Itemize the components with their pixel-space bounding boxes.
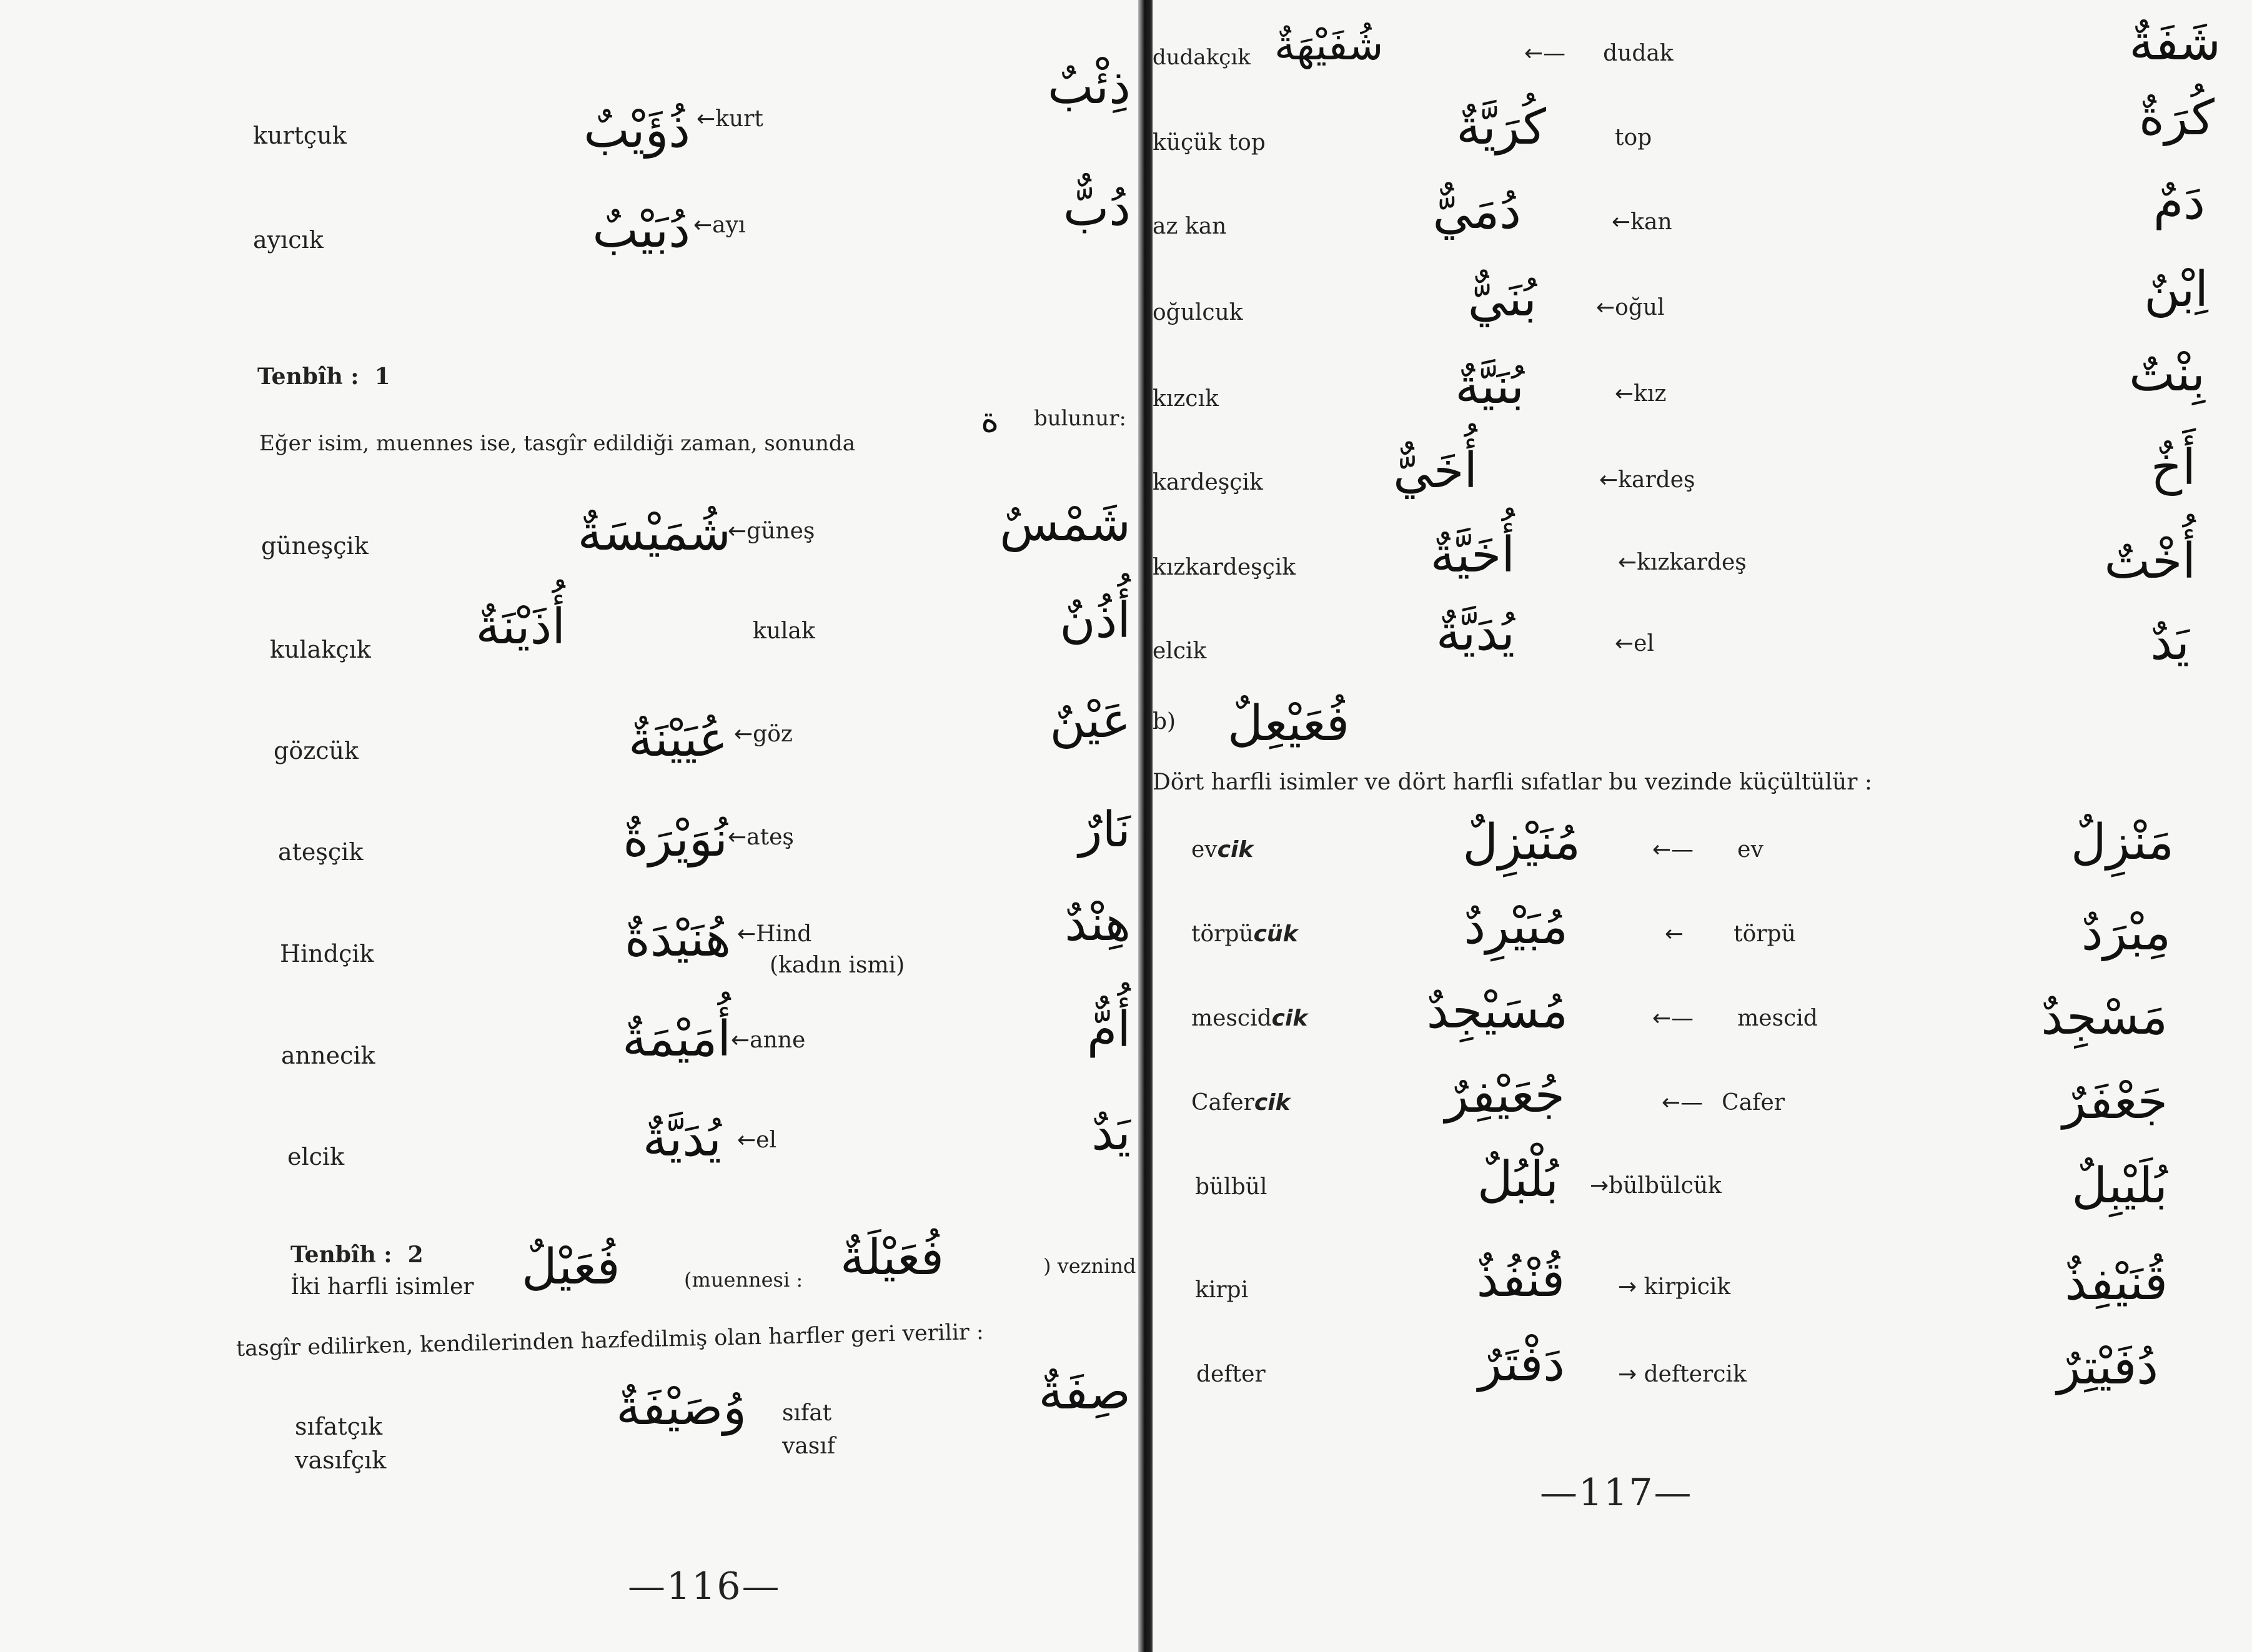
- gloss-with-arrow: ←el: [1615, 631, 1654, 656]
- turkish-diminutive: Hindçik: [280, 940, 374, 967]
- turkish-diminutive: kardeşçik: [1153, 470, 1263, 495]
- arabic-diminutive: مُبَيْرِدٌ: [1464, 899, 1568, 955]
- tenbih-2-line1: İki harfli isimler: [290, 1274, 474, 1300]
- arabic-source-word: صِفَةٌ: [1038, 1364, 1131, 1420]
- turkish-word: kirpi: [1195, 1277, 1249, 1303]
- arabic-source-word: اِبْنٌ: [2144, 262, 2208, 318]
- arabic-source-word: نَارٌ: [1078, 802, 1131, 858]
- arabic-diminutive: يُدَيَّةٌ: [642, 1111, 722, 1167]
- arabic-source-word: أُخْتٌ: [2104, 533, 2196, 590]
- ta-marbuta-suffix: ة: [981, 400, 1000, 440]
- gloss-with-arrow: → deftercik: [1618, 1362, 1747, 1387]
- arabic-diminutive: بُنَيَّةٌ: [1455, 359, 1524, 415]
- arabic-pattern-fuayil: فُعَيْعِلٌ: [1228, 696, 1350, 752]
- gloss-with-arrow: ←el: [737, 1127, 776, 1153]
- turkish-diminutive: sıfatçık: [295, 1413, 383, 1440]
- section-b-sentence: Dört harfli isimler ve dört harfli sıfatlar bu vezinde küçültülür :: [1153, 769, 1872, 795]
- gloss-with-arrow: ←ateş: [728, 824, 794, 850]
- gloss-with-arrow: ←— mescid: [1652, 1006, 1818, 1031]
- gloss-with-arrow: → kirpicik: [1618, 1274, 1731, 1300]
- arabic-source-word: كُرَةٌ: [2138, 90, 2215, 146]
- arabic-diminutive: شُمَيْسَةٌ: [577, 505, 731, 561]
- gloss-note: (kadın ismi): [770, 952, 905, 978]
- arabic-diminutive: أُذَيْنَةٌ: [475, 599, 565, 655]
- gloss-with-arrow: ←Hind: [737, 921, 812, 947]
- turkish-diminutive: elcik: [287, 1143, 345, 1170]
- turkish-diminutive: güneşçik: [261, 532, 369, 560]
- turkish-diminutive: kızcık: [1153, 386, 1219, 412]
- arabic-diminutive: نُوَيْرَةٌ: [623, 811, 728, 868]
- tenbih-2-heading: Tenbîh : 2: [290, 1242, 424, 1268]
- arabic-source-word: شَمْسٌ: [1000, 496, 1131, 552]
- gloss-with-arrow: ←anne: [731, 1027, 806, 1053]
- arabic-diminutive: أُخَيٌّ: [1393, 443, 1477, 499]
- turkish-diminutive-alt: vasıfçık: [295, 1447, 387, 1474]
- arabic-source-word: بِنْتٌ: [2129, 346, 2205, 402]
- arabic-source-word: مِبْرَدٌ: [2081, 905, 2171, 961]
- tenbih-2-line2: tasgîr edilirken, kendilerinden hazfedilmiş olan harfler geri verilir :: [236, 1319, 985, 1362]
- arabic-diminutive: يُدَيَّةٌ: [1436, 605, 1515, 661]
- turkish-diminutive: elcik: [1153, 638, 1207, 664]
- arabic-diminutive: جُعَيْفِرٌ: [1445, 1067, 1565, 1124]
- tenbih-2-mid: (muennesi :: [684, 1268, 803, 1292]
- turkish-diminutive: oğulcuk: [1153, 300, 1243, 325]
- arabic-diminutive: عُيَيْنَةٌ: [628, 711, 728, 768]
- turkish-diminutive: küçük top: [1153, 130, 1266, 156]
- arabic-pattern-feminine: فُعَيْلَةٌ: [840, 1230, 945, 1286]
- gloss-label: sıfat: [782, 1400, 832, 1426]
- arabic-source-word: أَخٌ: [2150, 440, 2196, 496]
- gloss-with-arrow: ←— Cafer: [1662, 1090, 1785, 1115]
- turkish-word: defter: [1196, 1362, 1266, 1387]
- turkish-word: bülbül: [1195, 1174, 1267, 1200]
- arabic-diminutive: بُنَيٌّ: [1467, 271, 1537, 327]
- gloss-with-arrow: ← törpü: [1665, 921, 1796, 947]
- gloss-label-alt: vasıf: [782, 1433, 836, 1459]
- arabic-diminutive: دُمَيٌّ: [1432, 184, 1521, 240]
- arabic-source-word: جَعْفَرٌ: [2062, 1074, 2168, 1130]
- arabic-diminutive: مُنَيْزِلٌ: [1462, 814, 1580, 871]
- gloss-with-arrow: ←oğul: [1596, 295, 1665, 320]
- gloss-with-arrow: ←kan: [1612, 209, 1672, 235]
- arabic-diminutive: قُنَيْفِذٌ: [2065, 1255, 2168, 1311]
- arabic-diminutive: مُسَيْجِدٌ: [1426, 983, 1568, 1039]
- turkish-diminutive: evcik: [1191, 837, 1254, 863]
- tenbih-1-heading: Tenbîh : 1: [257, 364, 390, 390]
- arabic-word: دَفْتَرٌ: [1478, 1336, 1565, 1392]
- turkish-diminutive: ateşçik: [278, 838, 364, 866]
- gloss-with-arrow: ←— ev: [1652, 837, 1763, 863]
- gloss-with-arrow: ←kızkardeş: [1618, 550, 1747, 575]
- turkish-diminutive: az kan: [1153, 214, 1227, 239]
- turkish-diminutive: kurtçuk: [253, 122, 347, 149]
- gloss-with-arrow: ←kardeş: [1599, 467, 1695, 493]
- arabic-source-word: دَمٌ: [2153, 174, 2205, 230]
- arabic-source-word: دُبٌّ: [1063, 181, 1131, 237]
- arabic-source-word: عَيْنٌ: [1049, 693, 1131, 749]
- turkish-diminutive: gözcük: [274, 737, 359, 764]
- arabic-word: بُلْبُلٌ: [1477, 1152, 1559, 1208]
- arabic-diminutive: أُمَيْمَةٌ: [622, 1011, 731, 1067]
- arabic-word: قُنْفُذٌ: [1476, 1252, 1565, 1308]
- gloss-with-arrow: ←— dudak: [1524, 41, 1674, 66]
- tenbih-1-tail: bulunur:: [1034, 406, 1126, 431]
- gloss-with-arrow: →bülbülcük: [1590, 1173, 1722, 1199]
- section-b-letter: b): [1153, 709, 1176, 734]
- arabic-diminutive: أُخَيَّةٌ: [1430, 527, 1515, 583]
- gloss-with-arrow: ←kurt: [697, 106, 763, 132]
- gloss-label: kulak: [753, 618, 815, 644]
- arabic-pattern-masculine: فُعَيْلٌ: [522, 1239, 620, 1295]
- page-number: —116—: [628, 1565, 781, 1608]
- right-page: [1153, 0, 2252, 1652]
- turkish-diminutive: dudakçık: [1153, 45, 1251, 70]
- arabic-diminutive: دُبَيْبٌ: [592, 202, 690, 259]
- tenbih-2-tail: ) veznind: [1043, 1254, 1136, 1278]
- tenbih-1-sentence: Eğer isim, muennes ise, tasgîr edildiği zaman, sonunda: [259, 431, 855, 456]
- arabic-diminutive: شُفَيْهَةٌ: [1274, 21, 1384, 69]
- arabic-diminutive: دُفَيْتِرٌ: [2056, 1339, 2158, 1395]
- arabic-source-word: ذِئْبٌ: [1047, 59, 1131, 115]
- turkish-diminutive: kızkardeşçik: [1153, 555, 1296, 580]
- turkish-diminutive: Cafercik: [1191, 1090, 1291, 1115]
- arabic-source-word: يَدٌ: [1091, 1105, 1131, 1161]
- arabic-source-word: أُمٌّ: [1087, 1002, 1131, 1058]
- arabic-source-word: مَنْزِلٌ: [2070, 814, 2174, 871]
- arabic-source-word: أُذُنٌ: [1059, 593, 1131, 649]
- turkish-diminutive: kulakçık: [270, 636, 371, 663]
- turkish-diminutive: ayıcık: [253, 226, 324, 254]
- arabic-source-word: شَفَةٌ: [2129, 15, 2221, 71]
- arabic-diminutive: كُرَيَّةٌ: [1456, 99, 1546, 156]
- turkish-diminutive: törpücük: [1191, 921, 1298, 947]
- arabic-source-word: مَسْجِدٌ: [2041, 989, 2168, 1046]
- arabic-diminutive: هُنَيْدَةٌ: [624, 911, 731, 967]
- gloss-with-arrow: ←ayı: [693, 212, 746, 238]
- arabic-diminutive: بُلَيْبِلٌ: [2071, 1158, 2168, 1214]
- gloss-label: top: [1615, 125, 1652, 151]
- gloss-with-arrow: ←güneş: [728, 518, 815, 544]
- arabic-source-word: هِنْدٌ: [1064, 896, 1131, 952]
- turkish-diminutive: annecik: [281, 1042, 375, 1069]
- arabic-diminutive: وُصَيْفَةٌ: [616, 1380, 747, 1436]
- arabic-diminutive: ذُؤَيْبٌ: [583, 102, 690, 159]
- gloss-with-arrow: ←kız: [1615, 381, 1667, 407]
- page-number: —117—: [1540, 1471, 1693, 1515]
- turkish-diminutive: mescidcik: [1191, 1006, 1308, 1031]
- arabic-source-word: يَدٌ: [2150, 615, 2190, 671]
- gloss-with-arrow: ←göz: [734, 721, 793, 747]
